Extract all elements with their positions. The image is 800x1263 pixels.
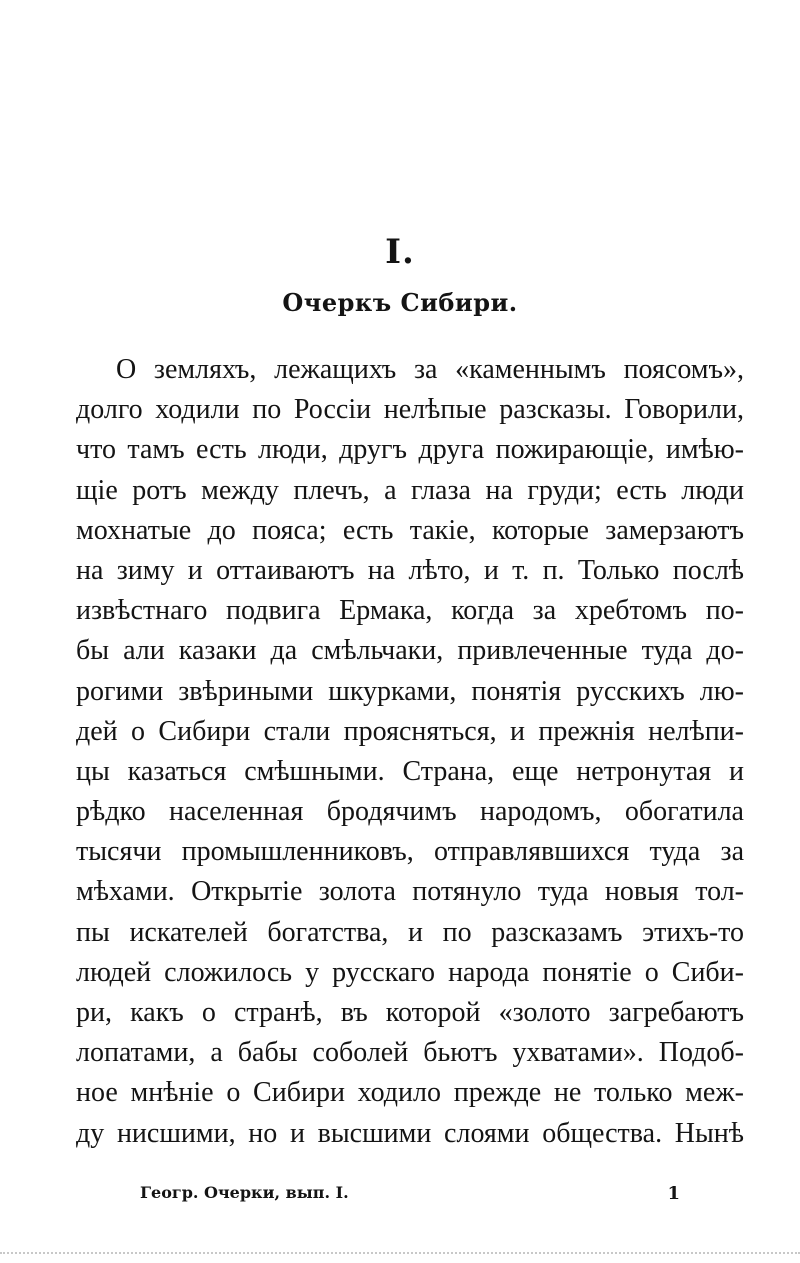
- text-line: долго ходили по Россіи нелѣпые разсказы. Говорили,: [76, 394, 744, 426]
- sheet-number: 1: [667, 1183, 680, 1204]
- text-line: дей о Сибири стали проясняться, и прежнія нелѣпи-: [76, 715, 744, 747]
- text-line: бы али казаки да смѣльчаки, привлеченные туда до-: [76, 635, 744, 667]
- text-line: О земляхъ, лежащихъ за «каменнымъ поясомъ»,: [116, 354, 744, 385]
- text-line: рогими звѣриными шкурками, понятія русскихъ лю-: [76, 675, 744, 707]
- text-line: на зиму и оттаиваютъ на лѣто, и т. п. Только послѣ: [76, 554, 744, 586]
- text-line: ри, какъ о странѣ, въ которой «золото загребаютъ: [76, 997, 744, 1028]
- text-line: мохнатые до пояса; есть такіе, которые замерзаютъ: [76, 514, 744, 546]
- body-text: [76, 350, 744, 1154]
- text-line: пы искателей богатства, и по разсказамъ этихъ-то: [76, 916, 744, 948]
- text-line: лопатами, а бабы соболей бьютъ ухватами». Подоб-: [76, 1037, 744, 1069]
- text-line: ное мнѣніе о Сибири ходило прежде не только меж-: [76, 1077, 744, 1109]
- text-line: мѣхами. Открытіе золота потянуло туда новыя тол-: [76, 876, 744, 908]
- text-line: рѣдко населенная бродячимъ народомъ, обогатила: [76, 796, 744, 828]
- chapter-title: Очеркъ Сибири.: [282, 288, 518, 317]
- scan-edge-divider: [0, 1252, 800, 1254]
- text-line: людей сложилось у русскаго народа понятіе о Сиби-: [76, 956, 744, 988]
- page-footer: [140, 1183, 680, 1209]
- text-line: щіе ротъ между плечъ, а глаза на груди; есть люди: [76, 474, 744, 506]
- text-line: извѣстнаго подвига Ермака, когда за хребтомъ по-: [76, 595, 744, 627]
- text-line: что тамъ есть люди, другъ друга пожирающіе, имѣю-: [76, 434, 744, 466]
- text-line: цы казаться смѣшными. Страна, еще нетронутая и: [76, 755, 744, 787]
- chapter-number: I.: [385, 232, 415, 272]
- text-line: тысячи промышленниковъ, отправлявшихся туда за: [76, 836, 744, 868]
- signature-mark: Геогр. Очерки, вып. I.: [140, 1183, 349, 1202]
- text-line: ду нисшими, но и высшими слоями общества. Нынѣ: [76, 1117, 744, 1149]
